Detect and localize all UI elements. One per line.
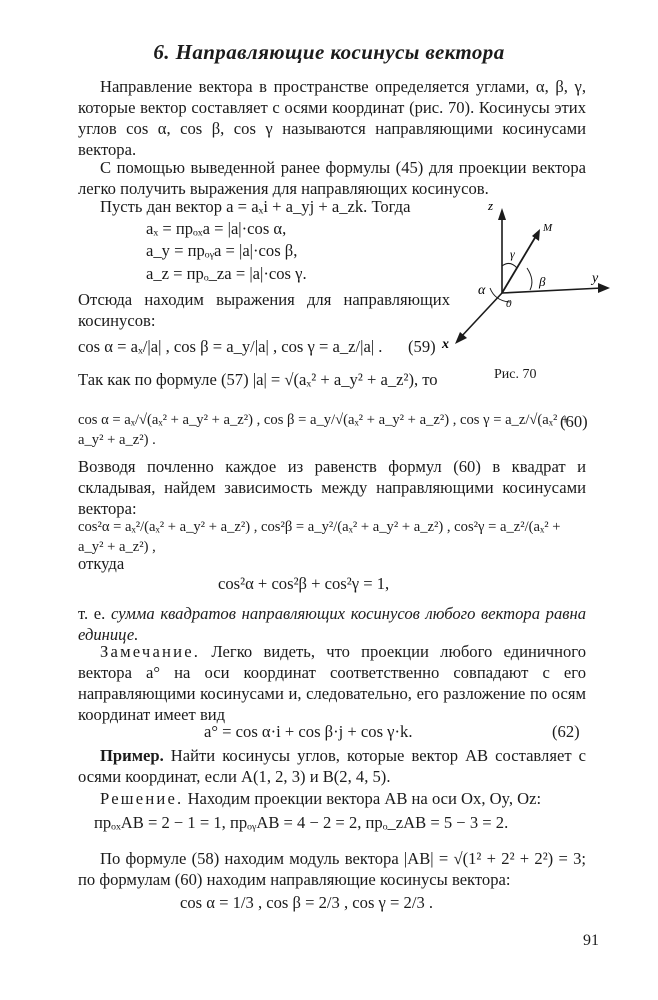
paragraph-vector-given: Пусть дан вектор a = aₓi + a_yj + a_zk. Тогда (100, 197, 411, 216)
paragraph-modulus: По формуле (58) находим модуль вектора |AB| = √(1² + 2² + 2²) = 3; по формулам (60) находим направляющие косинусы вектора: (78, 849, 586, 889)
paragraph-sum-statement (78, 603, 586, 645)
equation-60: cos α = aₓ/√(aₓ² + a_y² + a_z²) , cos β = a_y/√(aₓ² + a_y² + a_z²) , cos γ = a_z/√(aₓ² + a_y² + a_z²) . (78, 412, 570, 448)
equation-final-cosines: cos α = 1/3 , cos β = 2/3 , cos γ = 2/3 . (180, 893, 434, 912)
paragraph-direction: Направление вектора в пространстве определяется углами, α, β, γ, которые вектор составляет с осями координат (рис. 70). Косинусы этих углов cos α, cos β, cos γ называются направляющими косинусами вектора. (78, 77, 586, 159)
section-title: 6. Направляющие косинусы вектора (153, 40, 505, 64)
remark-text: Легко видеть, что проекции любого единичного вектора a° на оси координат соответственно совпадают с его направляющими косинусами и, следовательно, его разложение по осям координат имеет вид (78, 642, 586, 724)
remark-label: Замечание. (100, 642, 201, 661)
label-m: M (543, 222, 553, 234)
figure-70-caption: Рис. 70 (494, 367, 537, 382)
equation-az: a_z = прₒ_za = |a|·cos γ. (146, 264, 307, 283)
vector-om (502, 236, 536, 293)
equation-squares: cos²α = aₓ²/(aₓ² + a_y² + a_z²) , cos²β = a_y²/(aₓ² + a_y² + a_z²) , cos²γ = a_z²/(aₓ² + a_y² + a_z²) , (78, 519, 561, 555)
angle-gamma-arc (502, 263, 517, 268)
paragraph-formula-45: С помощью выведенной ранее формулы (45) для проекции вектора легко получить выражения для направляющих косинусов. (78, 158, 586, 198)
paragraph-formula-57: Так как по формуле (57) |a| = √(aₓ² + a_y² + a_z²), то (78, 370, 438, 389)
figure-70-axes (440, 198, 640, 363)
equation-projections: прₒₓAB = 2 − 1 = 1, прₒᵧAB = 4 − 2 = 2, прₒ_zAB = 5 − 3 = 2. (94, 813, 509, 832)
label-alpha: α (478, 283, 486, 298)
equation-sum-of-squares: cos²α + cos²β + cos²γ = 1, (218, 574, 390, 593)
label-y: y (592, 271, 599, 286)
equation-ay: a_y = прₒᵧa = |a|·cos β, (146, 241, 298, 260)
equation-62-number: (62) (552, 722, 580, 741)
solution-label: Решение. (100, 789, 184, 808)
solution-text: Находим проекции вектора AB на оси Ox, Oy, Oz: (187, 789, 542, 808)
angle-beta-arc (527, 268, 532, 290)
equation-59: cos α = aₓ/|a| , cos β = a_y/|a| , cos γ = a_z/|a| . (78, 337, 383, 356)
label-x: x (442, 337, 449, 352)
paragraph-remark (78, 641, 586, 725)
label-z: z (488, 198, 494, 213)
label-gamma: γ (510, 247, 515, 261)
equation-60-number: (60) (560, 412, 588, 431)
paragraph-example (78, 745, 586, 787)
axis-y (502, 288, 602, 293)
equation-ax: aₓ = прₒₓa = |a|·cos α, (146, 219, 287, 238)
equation-62: a° = cos α·i + cos β·j + cos γ·k. (204, 722, 413, 741)
equation-59-number: (59) (408, 337, 436, 356)
label-origin: 0 (506, 298, 512, 310)
statement-lead: т. е. (78, 604, 106, 623)
paragraph-solution (78, 788, 586, 809)
example-label: Пример. (100, 746, 164, 765)
label-beta: β (539, 274, 546, 289)
axis-y-arrowhead (598, 283, 610, 293)
page-number: 91 (583, 932, 599, 949)
statement-italic: сумма квадратов направляющих косинусов любого вектора равна единице. (78, 604, 586, 644)
paragraph-expressions: Отсюда находим выражения для направляющих косинусов: (78, 290, 450, 330)
axis-z-arrowhead (498, 208, 506, 220)
axis-x (460, 293, 502, 338)
example-text: Найти косинусы углов, которые вектор AB составляет с осями координат, если A(1, 2, 3) и B(2, 4, 5). (78, 746, 586, 786)
paragraph-squaring: Возводя почленно каждое из равенств формул (60) в квадрат и складывая, найдем зависимость между направляющими косинусами вектора: (78, 457, 586, 518)
axis-x-arrowhead (455, 332, 467, 344)
word-otkuda: откуда (78, 554, 125, 573)
